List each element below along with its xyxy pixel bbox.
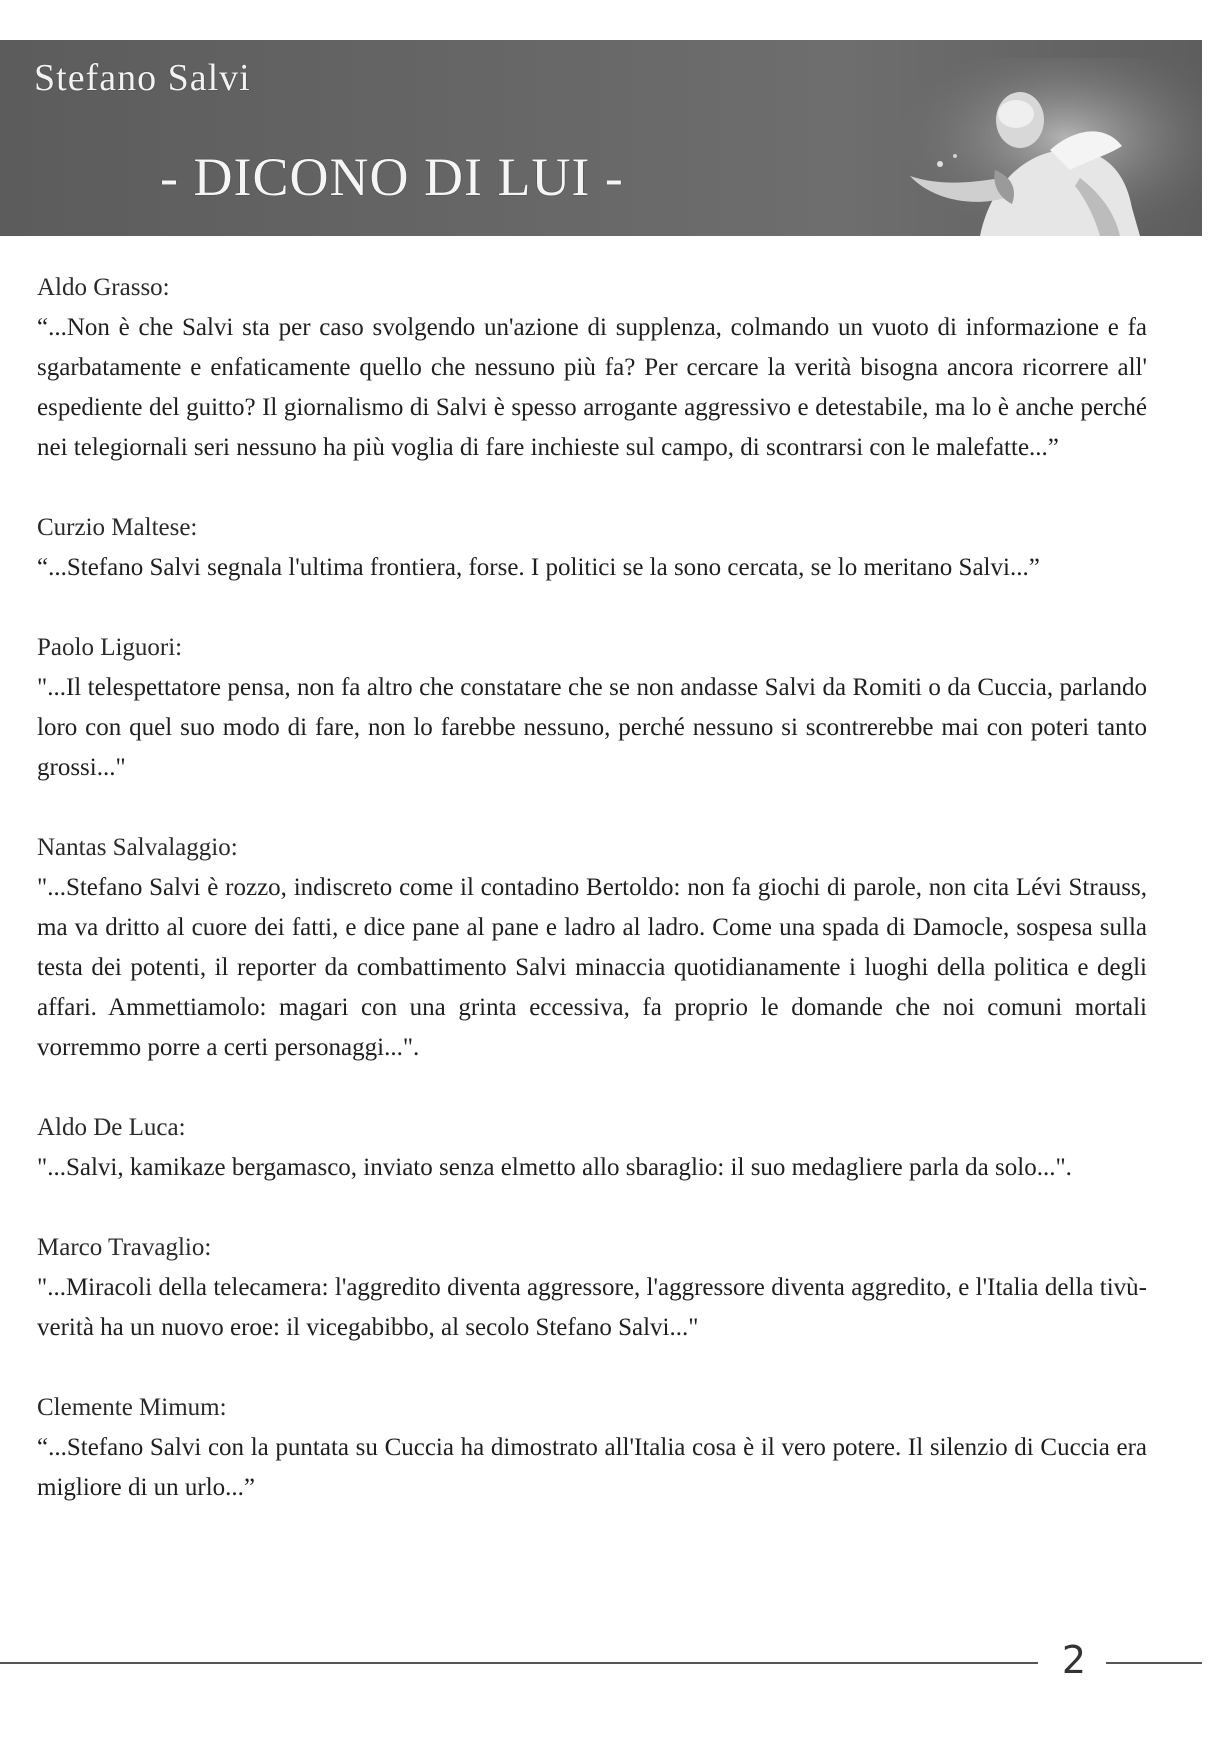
quote-author: Nantas Salvalaggio: <box>37 834 238 861</box>
quote-entry <box>37 628 1147 788</box>
quote-author: Aldo De Luca: <box>37 1114 186 1141</box>
footer-divider-left <box>0 1662 1038 1664</box>
quote-entry <box>37 1228 1147 1348</box>
quote-text: "...Salvi, kamikaze bergamasco, inviato senza elmetto allo sbaraglio: il suo medagliere parla da solo...". <box>37 1154 1072 1181</box>
page-number: 2 <box>1061 1638 1087 1682</box>
quote-author: Clemente Mimum: <box>37 1394 227 1421</box>
quote-text: "...Stefano Salvi è rozzo, indiscreto come il contadino Bertoldo: non fa giochi di parole, non cita Lévi Strauss, ma va dritto al cuore dei fatti, e dice pane al pane e ladro al ladro. Come una spada di Damocle, sospesa sulla testa dei potenti, il reporter da combattimento Salvi minaccia quotidianamente i luoghi della politica e degli affari. Ammettiamolo: magari con una grinta eccessiva, fa proprio le domande che noi comuni mortali vorremmo porre a certi personaggi...". <box>37 874 1147 1061</box>
performer-photo-icon <box>900 58 1202 236</box>
banner-name: Stefano Salvi <box>34 57 251 99</box>
quote-entry <box>37 508 1147 588</box>
footer-divider-right <box>1106 1662 1202 1664</box>
quote-entry <box>37 1108 1147 1188</box>
header-banner <box>0 40 1202 236</box>
quote-author: Aldo Grasso: <box>37 274 170 301</box>
quote-author: Paolo Liguori: <box>37 634 183 661</box>
quote-entry <box>37 1388 1147 1508</box>
quote-author: Curzio Maltese: <box>37 514 198 541</box>
banner-heading: - DICONO DI LUI - <box>160 147 624 207</box>
quote-text: “...Non è che Salvi sta per caso svolgendo un'azione di supplenza, colmando un vuoto di informazione e fa sgarbatamente e enfaticamente quello che nessuno più fa? Per cercare la verità bisogna ancora ricorrere all' espediente del guitto? Il giornalismo di Salvi è spesso arrogante aggressivo e detestabile, ma lo è anche perché nei telegiornali seri nessuno ha più voglia di fare inchieste sul campo, di scontrarsi con le malefatte...” <box>37 314 1147 461</box>
quote-text: "...Miracoli della telecamera: l'aggredito diventa aggressore, l'aggressore diventa aggredito, e l'Italia della tivù-verità ha un nuovo eroe: il vicegabibbo, al secolo Stefano Salvi..." <box>37 1274 1147 1341</box>
quote-author: Marco Travaglio: <box>37 1234 212 1261</box>
quote-entry <box>37 828 1147 1068</box>
quote-entry <box>37 268 1147 468</box>
quotes-list <box>37 268 1147 1548</box>
quote-text: "...Il telespettatore pensa, non fa altro che constatare che se non andasse Salvi da Romiti o da Cuccia, parlando loro con quel suo modo di fare, non lo farebbe nessuno, perché nessuno si scontrerebbe mai con poteri tanto grossi..." <box>37 674 1147 781</box>
quote-text: “...Stefano Salvi con la puntata su Cuccia ha dimostrato all'Italia cosa è il vero potere. Il silenzio di Cuccia era migliore di un urlo...” <box>37 1434 1147 1501</box>
quote-text: “...Stefano Salvi segnala l'ultima frontiera, forse. I politici se la sono cercata, se lo meritano Salvi...” <box>37 554 1040 581</box>
